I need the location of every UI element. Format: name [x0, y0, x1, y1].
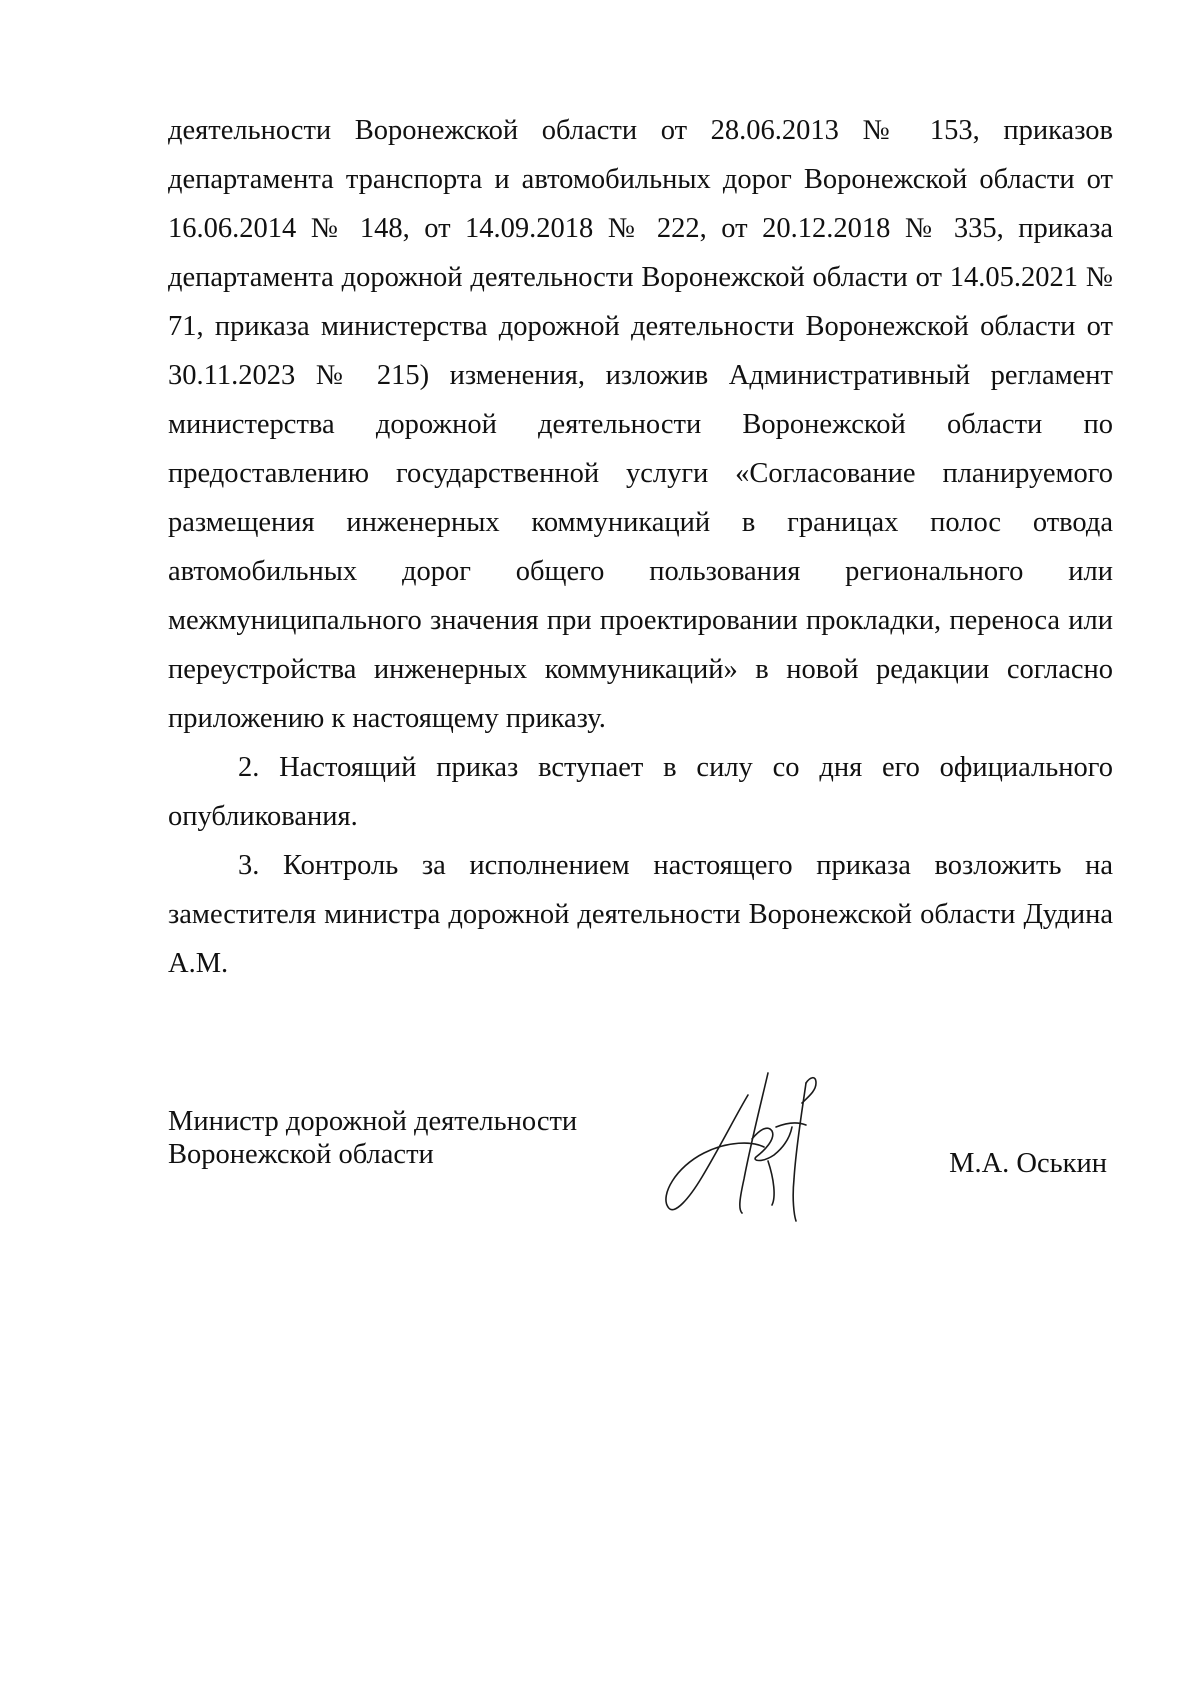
- signatory-position: [168, 1105, 577, 1171]
- signatory-name: М.А. Оськин: [949, 1148, 1107, 1179]
- signatory-position-line-1: Министр дорожной деятельности: [168, 1106, 578, 1137]
- paragraph-3: 3. Контроль за исполнением настоящего приказа возложить на заместителя министра дорожной деятельности Воронежской области Дудина А.М.: [168, 850, 1113, 979]
- signatory-position-line-2: Воронежской области: [168, 1139, 434, 1170]
- paragraph-1-continuation: деятельности Воронежской области от 28.06.2013 № 153, приказов департамента транспорта и автомобильных дорог Воронежской области от 16.06.2014 № 148, от 14.09.2018 № 222, от 20.12.2018 № 335, приказа департамента дорожной деятельности Воронежской области от 14.05.2021 № 71, приказа министерства дорожной деятельности Воронежской области от 30.11.2023 № 215) изменения, изложив Административный регламент министерства дорожной деятельности Воронежской области по предоставлению государственной услуги «Согласование планируемого размещения инженерных коммуникаций в границах полос отвода автомобильных дорог общего пользования регионального или межмуниципального значения при проектировании прокладки, переноса или переустройства инженерных коммуникаций» в новой редакции согласно приложению к настоящему приказу.: [168, 115, 1113, 734]
- document-body: [168, 106, 1113, 988]
- handwritten-signature: [656, 1067, 856, 1237]
- signature-block: [168, 1105, 1113, 1245]
- paragraph-2: 2. Настоящий приказ вступает в силу со дня его официального опубликования.: [168, 752, 1113, 832]
